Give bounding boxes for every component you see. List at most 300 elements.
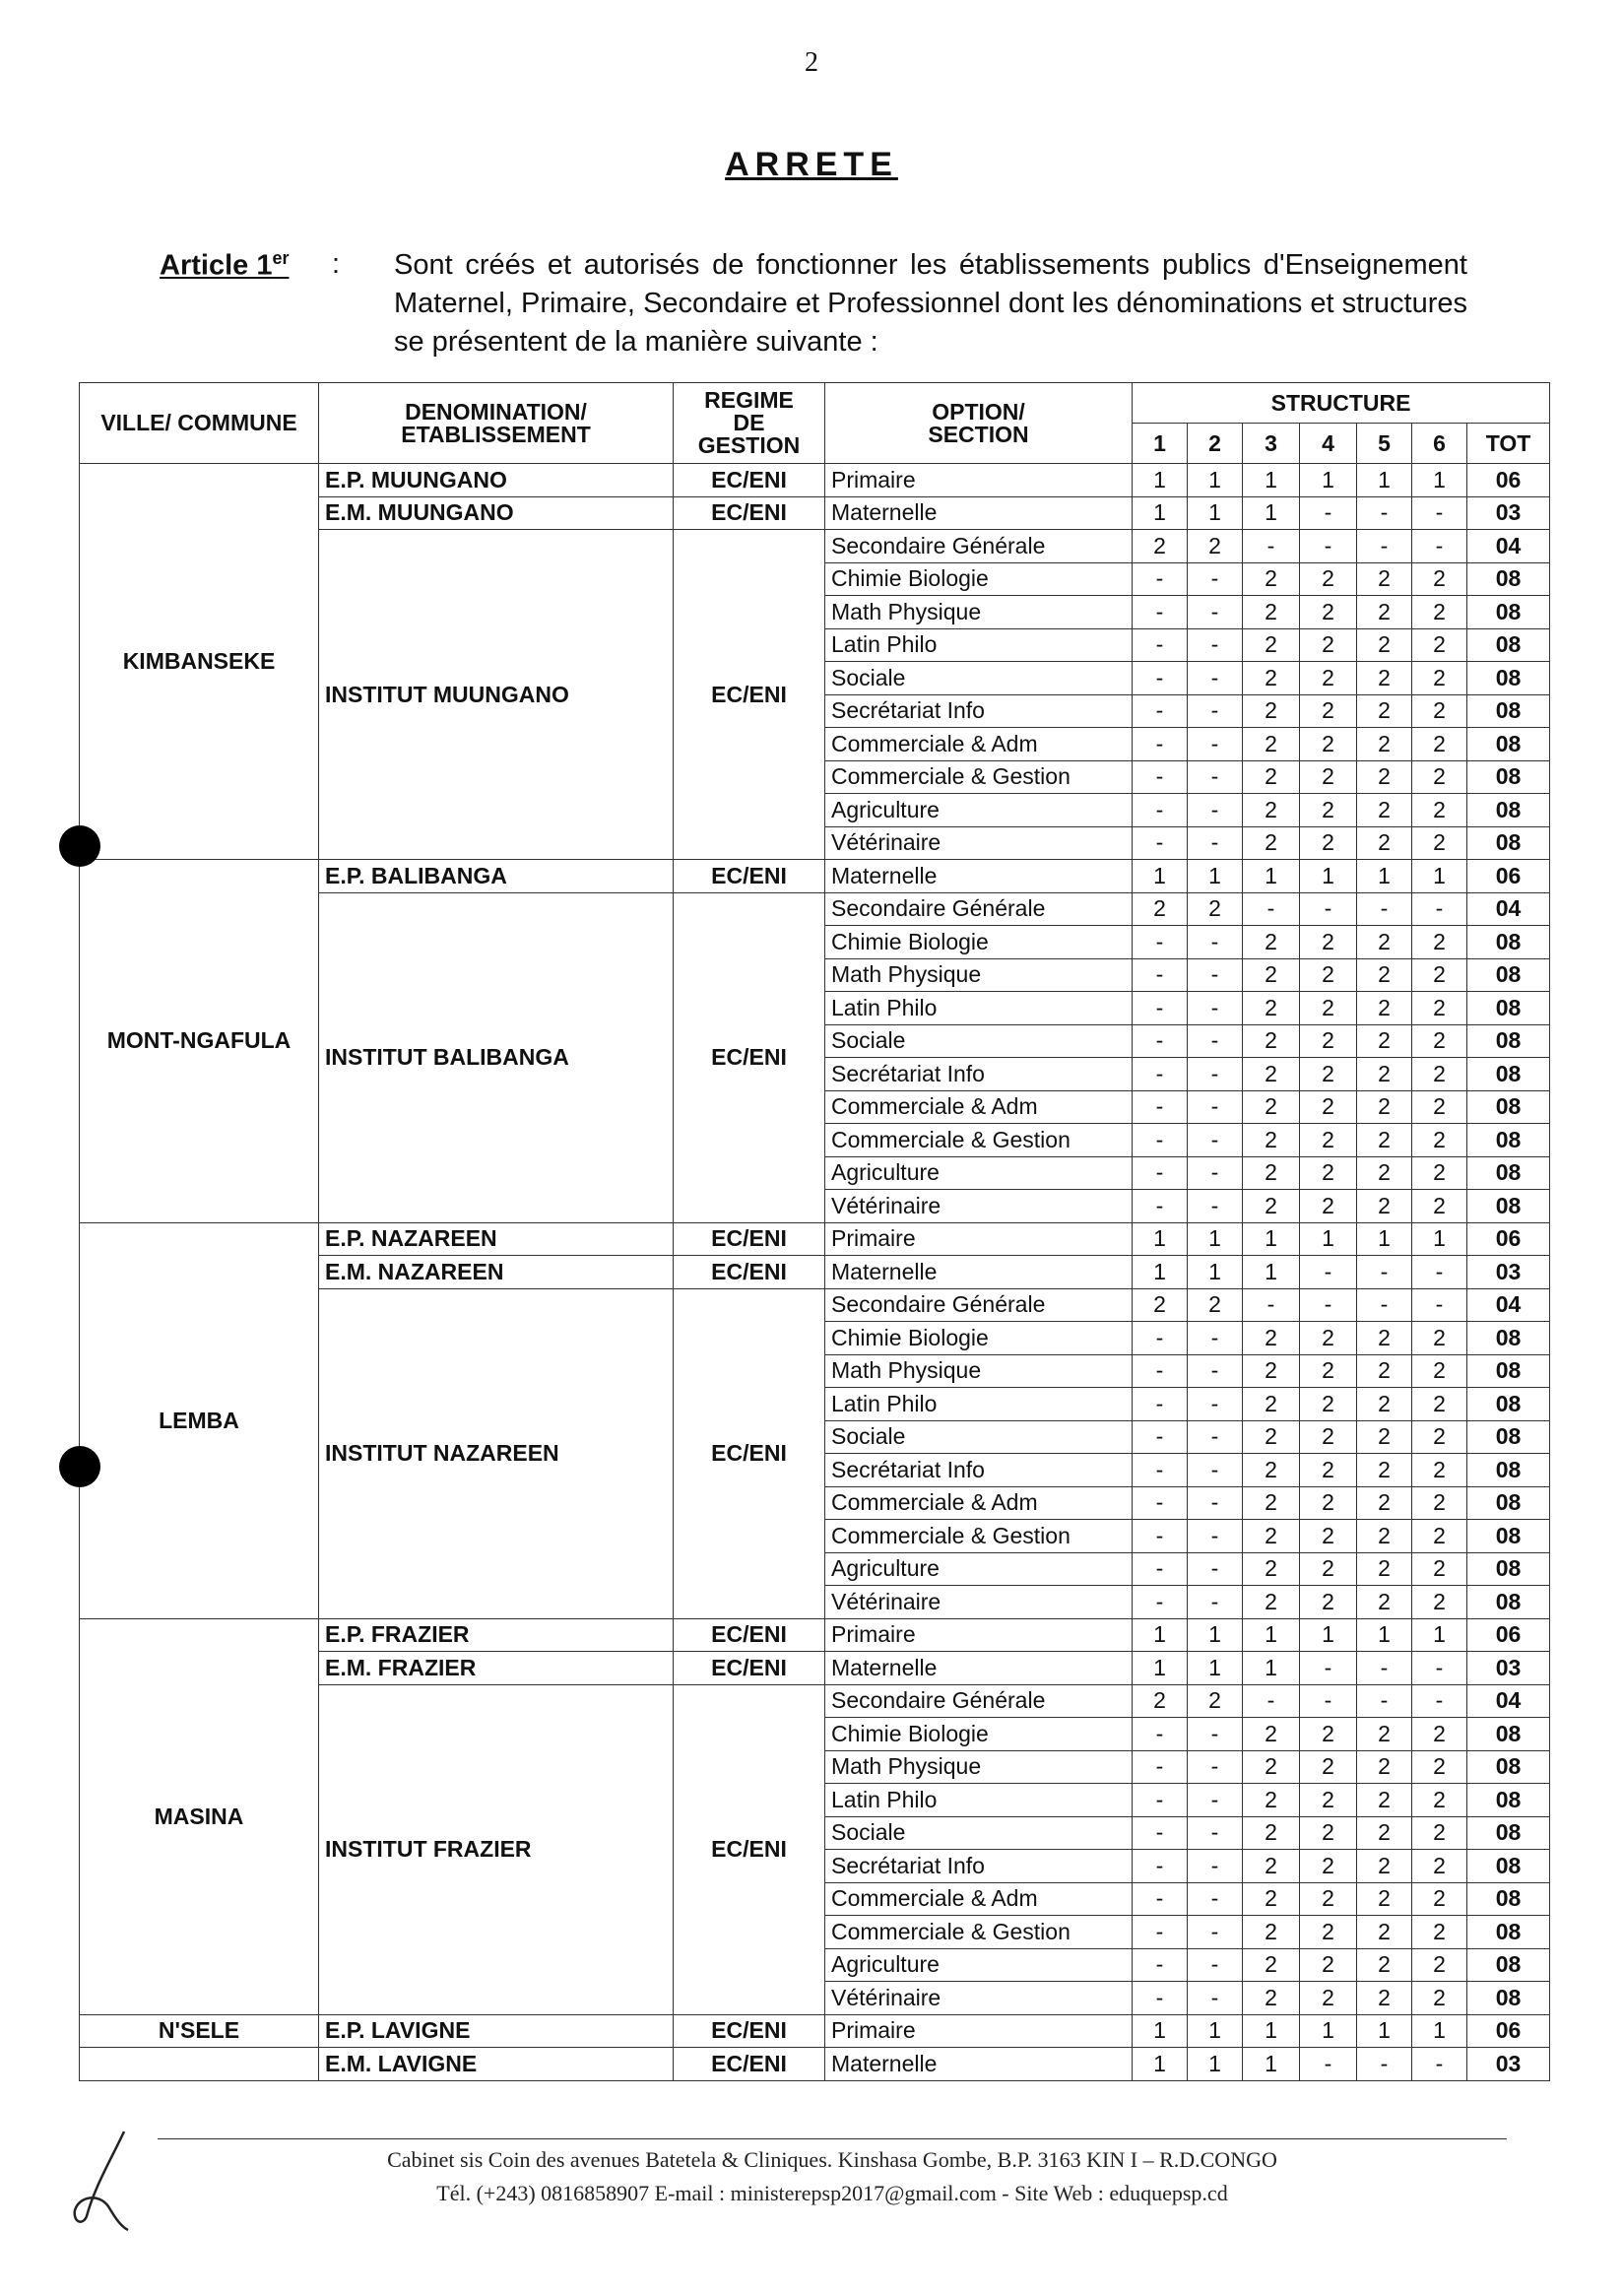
header-col-2: 2 <box>1188 424 1243 464</box>
structure-cell-3: 2 <box>1243 1388 1300 1421</box>
structure-cell-6: 2 <box>1412 926 1467 959</box>
option-cell: Sociale <box>825 662 1133 695</box>
structure-cell-3: 2 <box>1243 1190 1300 1223</box>
option-cell: Math Physique <box>825 596 1133 629</box>
structure-cell-5: - <box>1357 530 1412 563</box>
document-title: ARRETE <box>725 146 898 183</box>
structure-cell-6: 2 <box>1412 1750 1467 1784</box>
structure-cell-1: - <box>1133 1552 1188 1586</box>
structure-cell-4: 2 <box>1300 628 1357 662</box>
structure-cell-2: - <box>1188 1586 1243 1619</box>
structure-cell-2: - <box>1188 728 1243 761</box>
structure-cell-1: - <box>1133 662 1188 695</box>
structure-cell-6: 2 <box>1412 562 1467 596</box>
structure-cell-3: 2 <box>1243 1816 1300 1850</box>
structure-cell-1: - <box>1133 1850 1188 1883</box>
structure-cell-2: 1 <box>1188 1652 1243 1685</box>
structure-cell-1: 1 <box>1133 1256 1188 1289</box>
structure-cell-4: 1 <box>1300 464 1357 497</box>
structure-cell-6: 2 <box>1412 1024 1467 1058</box>
structure-cell-2: - <box>1188 1882 1243 1916</box>
structure-cell-1: - <box>1133 826 1188 860</box>
structure-cell-5: 2 <box>1357 1816 1412 1850</box>
denomination-cell: INSTITUT BALIBANGA <box>319 892 674 1222</box>
structure-cell-3: - <box>1243 530 1300 563</box>
option-cell: Commerciale & Adm <box>825 1882 1133 1916</box>
structure-cell-4: 2 <box>1300 728 1357 761</box>
structure-cell-2: - <box>1188 1948 1243 1982</box>
structure-cell-3: 2 <box>1243 992 1300 1025</box>
option-cell: Primaire <box>825 464 1133 497</box>
total-cell: 08 <box>1467 1322 1550 1355</box>
structure-cell-3: 2 <box>1243 1322 1300 1355</box>
structure-cell-3: 2 <box>1243 662 1300 695</box>
structure-cell-1: - <box>1133 1784 1188 1817</box>
structure-cell-4: 2 <box>1300 1982 1357 2015</box>
total-cell: 08 <box>1467 1190 1550 1223</box>
structure-cell-6: 2 <box>1412 1948 1467 1982</box>
option-cell: Sociale <box>825 1024 1133 1058</box>
structure-cell-4: 1 <box>1300 1222 1357 1256</box>
structure-cell-2: - <box>1188 1090 1243 1124</box>
structure-cell-2: 2 <box>1188 530 1243 563</box>
option-cell: Chimie Biologie <box>825 1322 1133 1355</box>
structure-cell-2: 1 <box>1188 1256 1243 1289</box>
structure-cell-1: - <box>1133 1816 1188 1850</box>
option-cell: Secondaire Générale <box>825 892 1133 926</box>
total-cell: 08 <box>1467 958 1550 992</box>
structure-cell-1: 2 <box>1133 1684 1188 1718</box>
total-cell: 08 <box>1467 1982 1550 2015</box>
structure-cell-5: 2 <box>1357 1718 1412 1751</box>
structure-cell-5: - <box>1357 2048 1412 2081</box>
denomination-cell: E.M. MUUNGANO <box>319 496 674 530</box>
structure-cell-2: 2 <box>1188 1684 1243 1718</box>
total-cell: 08 <box>1467 596 1550 629</box>
structure-cell-1: - <box>1133 728 1188 761</box>
total-cell: 03 <box>1467 2048 1550 2081</box>
structure-cell-2: - <box>1188 1354 1243 1388</box>
structure-cell-3: 2 <box>1243 1586 1300 1619</box>
structure-cell-1: - <box>1133 1882 1188 1916</box>
structure-cell-5: 2 <box>1357 1454 1412 1487</box>
structure-cell-1: - <box>1133 562 1188 596</box>
option-cell: Commerciale & Gestion <box>825 1124 1133 1157</box>
structure-cell-6: 1 <box>1412 1618 1467 1652</box>
structure-cell-2: - <box>1188 794 1243 827</box>
structure-cell-5: 2 <box>1357 1948 1412 1982</box>
total-cell: 08 <box>1467 794 1550 827</box>
option-cell: Maternelle <box>825 2048 1133 2081</box>
structure-cell-5: 1 <box>1357 860 1412 893</box>
total-cell: 08 <box>1467 1058 1550 1091</box>
structure-cell-1: - <box>1133 1354 1188 1388</box>
structure-cell-4: - <box>1300 1684 1357 1718</box>
structure-cell-3: 2 <box>1243 1486 1300 1520</box>
structure-cell-4: 2 <box>1300 1388 1357 1421</box>
structure-cell-5: 2 <box>1357 1850 1412 1883</box>
structure-cell-3: 2 <box>1243 1552 1300 1586</box>
structure-cell-6: 2 <box>1412 1784 1467 1817</box>
structure-cell-6: - <box>1412 530 1467 563</box>
structure-cell-1: - <box>1133 958 1188 992</box>
article-colon: : <box>332 248 341 280</box>
header-col-tot: TOT <box>1467 424 1550 464</box>
structure-cell-4: - <box>1300 1652 1357 1685</box>
structure-cell-2: - <box>1188 1850 1243 1883</box>
structure-cell-1: - <box>1133 1024 1188 1058</box>
structure-cell-3: 2 <box>1243 1354 1300 1388</box>
structure-cell-2: - <box>1188 562 1243 596</box>
total-cell: 08 <box>1467 728 1550 761</box>
structure-cell-5: - <box>1357 496 1412 530</box>
structure-cell-1: - <box>1133 1750 1188 1784</box>
structure-cell-4: 2 <box>1300 1520 1357 1553</box>
option-cell: Chimie Biologie <box>825 1718 1133 1751</box>
table-row <box>80 1618 1550 1652</box>
option-cell: Vétérinaire <box>825 1982 1133 2015</box>
structure-cell-6: 2 <box>1412 1322 1467 1355</box>
denomination-cell: E.P. NAZAREEN <box>319 1222 674 1256</box>
structure-cell-1: - <box>1133 1982 1188 2015</box>
structure-cell-2: - <box>1188 694 1243 728</box>
structure-cell-6: - <box>1412 892 1467 926</box>
structure-cell-6: 2 <box>1412 628 1467 662</box>
structure-cell-6: 2 <box>1412 826 1467 860</box>
structure-cell-1: - <box>1133 1520 1188 1553</box>
total-cell: 08 <box>1467 1784 1550 1817</box>
structure-cell-2: - <box>1188 1916 1243 1949</box>
structure-cell-5: 2 <box>1357 1024 1412 1058</box>
total-cell: 08 <box>1467 1024 1550 1058</box>
structure-cell-3: 2 <box>1243 1948 1300 1982</box>
header-regime: REGIME DE GESTION <box>674 383 825 464</box>
structure-cell-2: - <box>1188 1486 1243 1520</box>
structure-cell-5: 2 <box>1357 562 1412 596</box>
structure-cell-3: 2 <box>1243 1882 1300 1916</box>
structure-cell-6: 2 <box>1412 1190 1467 1223</box>
structure-cell-6: 2 <box>1412 794 1467 827</box>
structure-cell-6: - <box>1412 1652 1467 1685</box>
structure-cell-4: 2 <box>1300 760 1357 794</box>
footer-address: Cabinet sis Coin des avenues Batetela & Cliniques. Kinshasa Gombe, B.P. 3163 KIN I – R.D.CONGO <box>387 2147 1277 2172</box>
structure-cell-1: 1 <box>1133 464 1188 497</box>
option-cell: Latin Philo <box>825 1784 1133 1817</box>
structure-cell-6: 2 <box>1412 760 1467 794</box>
structure-cell-2: - <box>1188 958 1243 992</box>
structure-cell-5: 2 <box>1357 1090 1412 1124</box>
structure-cell-4: 2 <box>1300 794 1357 827</box>
structure-cell-3: 1 <box>1243 496 1300 530</box>
option-cell: Latin Philo <box>825 1388 1133 1421</box>
structure-cell-1: 2 <box>1133 530 1188 563</box>
regime-cell: EC/ENI <box>674 1684 825 2014</box>
total-cell: 08 <box>1467 1882 1550 1916</box>
structure-cell-3: 1 <box>1243 464 1300 497</box>
structure-cell-3: 2 <box>1243 958 1300 992</box>
structure-cell-2: - <box>1188 1024 1243 1058</box>
structure-cell-3: 1 <box>1243 1618 1300 1652</box>
structure-cell-5: 2 <box>1357 596 1412 629</box>
total-cell: 03 <box>1467 1256 1550 1289</box>
structure-cell-2: - <box>1188 1454 1243 1487</box>
article-text: Sont créés et autorisés de fonctionner les établissements publics d'Enseignement Maternel, Primaire, Secondaire et Professionnel dont les dénominations et structures se présentent de la manière suivante : <box>394 249 1467 358</box>
option-cell: Commerciale & Adm <box>825 1486 1133 1520</box>
denomination-cell: E.M. FRAZIER <box>319 1652 674 1685</box>
structure-cell-4: 2 <box>1300 1750 1357 1784</box>
structure-cell-6: 1 <box>1412 464 1467 497</box>
structure-cell-3: 1 <box>1243 2048 1300 2081</box>
structure-cell-2: 2 <box>1188 1288 1243 1322</box>
total-cell: 08 <box>1467 694 1550 728</box>
total-cell: 04 <box>1467 892 1550 926</box>
structure-cell-3: 2 <box>1243 694 1300 728</box>
footer-rule <box>158 2138 1507 2139</box>
total-cell: 08 <box>1467 628 1550 662</box>
structure-cell-3: 2 <box>1243 562 1300 596</box>
total-cell: 08 <box>1467 1816 1550 1850</box>
structure-cell-2: - <box>1188 1322 1243 1355</box>
structure-cell-2: - <box>1188 1982 1243 2015</box>
punch-hole-top <box>59 825 100 867</box>
structure-cell-3: - <box>1243 892 1300 926</box>
table-row <box>80 464 1550 497</box>
structure-cell-6: - <box>1412 1256 1467 1289</box>
table-body <box>80 464 1550 2081</box>
structure-cell-5: 2 <box>1357 728 1412 761</box>
total-cell: 08 <box>1467 1388 1550 1421</box>
header-option: OPTION/ SECTION <box>825 383 1133 464</box>
structure-cell-3: 2 <box>1243 1850 1300 1883</box>
total-cell: 08 <box>1467 1750 1550 1784</box>
structure-cell-2: - <box>1188 1750 1243 1784</box>
ville-cell: MASINA <box>80 1618 319 2014</box>
total-cell: 08 <box>1467 1354 1550 1388</box>
structure-cell-4: 2 <box>1300 1916 1357 1949</box>
structure-cell-6: 2 <box>1412 1454 1467 1487</box>
structure-cell-1: 2 <box>1133 892 1188 926</box>
structure-cell-6: 2 <box>1412 694 1467 728</box>
structure-cell-1: - <box>1133 1420 1188 1454</box>
structure-cell-2: - <box>1188 1552 1243 1586</box>
structure-cell-4: 2 <box>1300 1586 1357 1619</box>
denomination-cell: E.P. MUUNGANO <box>319 464 674 497</box>
denomination-cell: E.P. FRAZIER <box>319 1618 674 1652</box>
article-label-sup: er <box>272 248 290 268</box>
total-cell: 08 <box>1467 1520 1550 1553</box>
option-cell: Commerciale & Gestion <box>825 760 1133 794</box>
header-col-3: 3 <box>1243 424 1300 464</box>
structure-cell-6: 2 <box>1412 1718 1467 1751</box>
structure-cell-2: 1 <box>1188 2014 1243 2048</box>
structure-cell-1: - <box>1133 1486 1188 1520</box>
structure-cell-5: 2 <box>1357 1552 1412 1586</box>
structure-cell-5: 1 <box>1357 1222 1412 1256</box>
option-cell: Sociale <box>825 1816 1133 1850</box>
structure-cell-1: - <box>1133 1454 1188 1487</box>
structure-cell-3: - <box>1243 1684 1300 1718</box>
total-cell: 08 <box>1467 826 1550 860</box>
option-cell: Secrétariat Info <box>825 1850 1133 1883</box>
structure-cell-6: 1 <box>1412 2014 1467 2048</box>
structure-cell-1: - <box>1133 926 1188 959</box>
option-cell: Commerciale & Gestion <box>825 1520 1133 1553</box>
denomination-cell: E.M. LAVIGNE <box>319 2048 674 2081</box>
structure-cell-3: 2 <box>1243 628 1300 662</box>
structure-cell-4: - <box>1300 892 1357 926</box>
denomination-cell: INSTITUT NAZAREEN <box>319 1288 674 1618</box>
structure-cell-6: - <box>1412 1288 1467 1322</box>
total-cell: 08 <box>1467 1552 1550 1586</box>
total-cell: 08 <box>1467 1718 1550 1751</box>
structure-cell-4: - <box>1300 1256 1357 1289</box>
regime-cell: EC/ENI <box>674 2014 825 2048</box>
option-cell: Vétérinaire <box>825 826 1133 860</box>
structure-cell-6: 2 <box>1412 1982 1467 2015</box>
structure-cell-4: 2 <box>1300 926 1357 959</box>
structure-cell-5: 2 <box>1357 1124 1412 1157</box>
structure-cell-5: 2 <box>1357 1916 1412 1949</box>
structure-cell-3: 2 <box>1243 1520 1300 1553</box>
structure-cell-2: - <box>1188 1190 1243 1223</box>
structure-cell-5: - <box>1357 1652 1412 1685</box>
header-ville: VILLE/ COMMUNE <box>80 383 319 464</box>
structure-cell-5: 2 <box>1357 1784 1412 1817</box>
structure-cell-1: 1 <box>1133 1222 1188 1256</box>
total-cell: 08 <box>1467 760 1550 794</box>
option-cell: Secrétariat Info <box>825 1454 1133 1487</box>
structure-cell-6: 1 <box>1412 1222 1467 1256</box>
structure-cell-6: 2 <box>1412 1124 1467 1157</box>
structure-cell-1: - <box>1133 1058 1188 1091</box>
structure-cell-6: 2 <box>1412 992 1467 1025</box>
structure-cell-6: 2 <box>1412 1882 1467 1916</box>
total-cell: 06 <box>1467 2014 1550 2048</box>
establishments-table <box>79 382 1550 2081</box>
structure-cell-1: 1 <box>1133 496 1188 530</box>
structure-cell-6: 2 <box>1412 1520 1467 1553</box>
denomination-cell: E.P. BALIBANGA <box>319 860 674 893</box>
structure-cell-2: - <box>1188 662 1243 695</box>
structure-cell-3: 2 <box>1243 1454 1300 1487</box>
total-cell: 08 <box>1467 1586 1550 1619</box>
structure-cell-4: 2 <box>1300 1058 1357 1091</box>
structure-cell-2: 2 <box>1188 892 1243 926</box>
structure-cell-2: - <box>1188 1388 1243 1421</box>
structure-cell-5: 2 <box>1357 628 1412 662</box>
punch-hole-bottom <box>59 1446 100 1487</box>
structure-cell-5: - <box>1357 1288 1412 1322</box>
total-cell: 08 <box>1467 662 1550 695</box>
total-cell: 06 <box>1467 1618 1550 1652</box>
regime-cell: EC/ENI <box>674 1256 825 1289</box>
total-cell: 08 <box>1467 1156 1550 1190</box>
structure-cell-4: 1 <box>1300 860 1357 893</box>
structure-cell-4: 1 <box>1300 2014 1357 2048</box>
structure-cell-4: 2 <box>1300 958 1357 992</box>
total-cell: 08 <box>1467 992 1550 1025</box>
structure-cell-5: 2 <box>1357 1982 1412 2015</box>
structure-cell-3: 1 <box>1243 1652 1300 1685</box>
structure-cell-2: - <box>1188 1058 1243 1091</box>
structure-cell-1: - <box>1133 1586 1188 1619</box>
total-cell: 08 <box>1467 1420 1550 1454</box>
option-cell: Secrétariat Info <box>825 694 1133 728</box>
structure-cell-5: 2 <box>1357 1322 1412 1355</box>
regime-cell: EC/ENI <box>674 530 825 860</box>
structure-cell-4: 2 <box>1300 1354 1357 1388</box>
header-col-1: 1 <box>1133 424 1188 464</box>
structure-cell-4: - <box>1300 2048 1357 2081</box>
regime-cell: EC/ENI <box>674 860 825 893</box>
structure-cell-3: 2 <box>1243 826 1300 860</box>
structure-cell-6: 2 <box>1412 1916 1467 1949</box>
structure-cell-6: 2 <box>1412 1058 1467 1091</box>
denomination-cell: INSTITUT FRAZIER <box>319 1684 674 2014</box>
option-cell: Math Physique <box>825 1750 1133 1784</box>
structure-cell-3: 2 <box>1243 728 1300 761</box>
total-cell: 08 <box>1467 1124 1550 1157</box>
structure-cell-1: - <box>1133 1916 1188 1949</box>
structure-cell-3: 1 <box>1243 1256 1300 1289</box>
table-row <box>80 2014 1550 2048</box>
structure-cell-4: 2 <box>1300 694 1357 728</box>
structure-cell-5: 2 <box>1357 1058 1412 1091</box>
structure-cell-2: 1 <box>1188 496 1243 530</box>
structure-cell-6: 2 <box>1412 1586 1467 1619</box>
structure-cell-2: 1 <box>1188 2048 1243 2081</box>
structure-cell-3: 1 <box>1243 860 1300 893</box>
structure-cell-4: 2 <box>1300 1552 1357 1586</box>
structure-cell-5: 2 <box>1357 1750 1412 1784</box>
structure-cell-2: 1 <box>1188 464 1243 497</box>
structure-cell-5: 2 <box>1357 958 1412 992</box>
structure-cell-5: 2 <box>1357 926 1412 959</box>
structure-cell-6: 2 <box>1412 1156 1467 1190</box>
structure-cell-5: 2 <box>1357 1388 1412 1421</box>
ville-cell: KIMBANSEKE <box>80 464 319 860</box>
structure-cell-3: 2 <box>1243 1750 1300 1784</box>
structure-cell-6: 1 <box>1412 860 1467 893</box>
structure-cell-5: 2 <box>1357 760 1412 794</box>
structure-cell-5: 2 <box>1357 1190 1412 1223</box>
total-cell: 08 <box>1467 1850 1550 1883</box>
structure-cell-1: 1 <box>1133 860 1188 893</box>
structure-cell-2: - <box>1188 826 1243 860</box>
structure-cell-1: - <box>1133 1388 1188 1421</box>
structure-cell-4: 2 <box>1300 1124 1357 1157</box>
structure-cell-1: 1 <box>1133 2048 1188 2081</box>
regime-cell: EC/ENI <box>674 1618 825 1652</box>
structure-cell-3: 2 <box>1243 1058 1300 1091</box>
structure-cell-2: - <box>1188 596 1243 629</box>
option-cell: Commerciale & Gestion <box>825 1916 1133 1949</box>
structure-cell-6: 2 <box>1412 1850 1467 1883</box>
structure-cell-4: 2 <box>1300 1850 1357 1883</box>
total-cell: 04 <box>1467 1684 1550 1718</box>
structure-cell-4: 2 <box>1300 1882 1357 1916</box>
structure-cell-6: 2 <box>1412 1090 1467 1124</box>
structure-cell-5: 2 <box>1357 1156 1412 1190</box>
option-cell: Vétérinaire <box>825 1586 1133 1619</box>
option-cell: Primaire <box>825 2014 1133 2048</box>
structure-cell-4: 2 <box>1300 1190 1357 1223</box>
footer-contact: Tél. (+243) 0816858907 E-mail : ministerepsp2017@gmail.com - Site Web : eduquepsp.cd <box>436 2181 1228 2205</box>
structure-cell-2: 1 <box>1188 1618 1243 1652</box>
option-cell: Latin Philo <box>825 992 1133 1025</box>
structure-cell-2: - <box>1188 1784 1243 1817</box>
structure-cell-4: 2 <box>1300 1090 1357 1124</box>
